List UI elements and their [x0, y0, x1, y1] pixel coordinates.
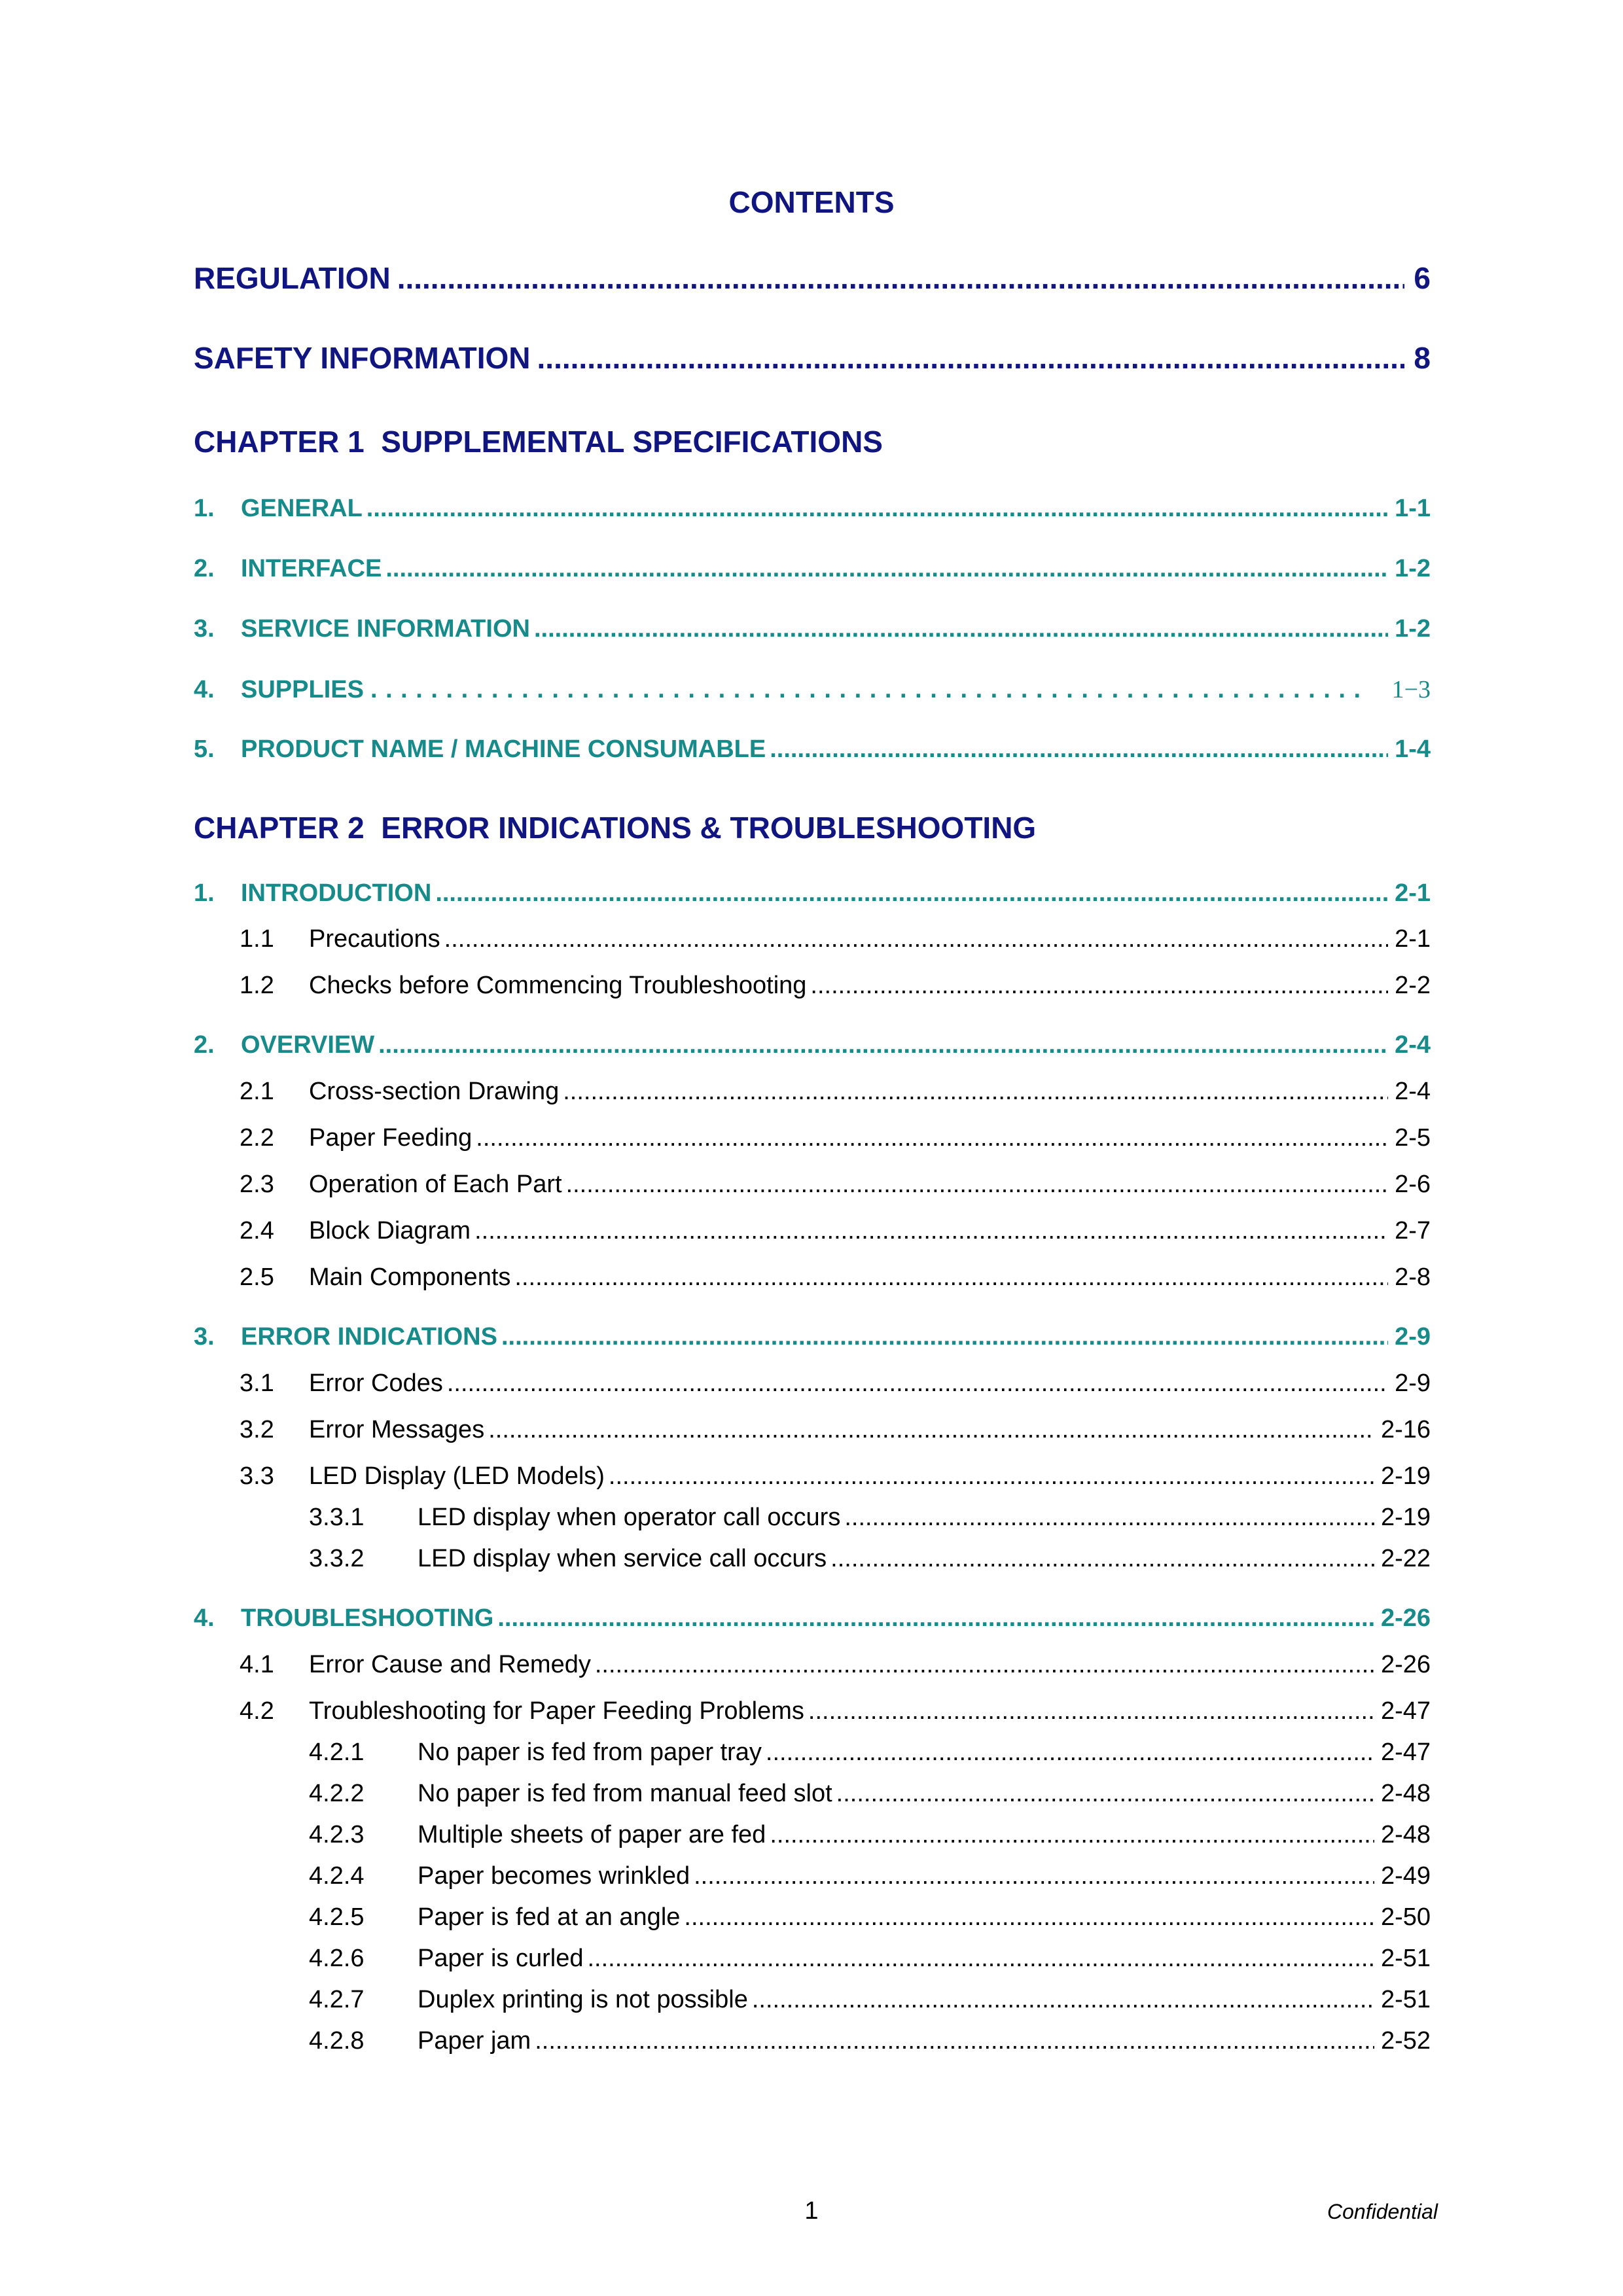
leader-dots: [752, 1986, 1374, 2014]
entry-page: 2-47: [1380, 1697, 1431, 1725]
leader-dots: [370, 676, 1366, 704]
entry-number: 2.2: [240, 1124, 274, 1152]
leader-dots: [378, 1031, 1388, 1059]
entry-label: LED display when operator call occurs: [418, 1504, 841, 1531]
entry-number: 4.1: [240, 1651, 274, 1678]
entry-page: 1-1: [1395, 495, 1431, 522]
entry-number: 1.2: [240, 972, 274, 999]
entry-page: 2-48: [1380, 1821, 1431, 1848]
toc-entry-supplies[interactable]: [194, 675, 1431, 712]
chapter-2-heading[interactable]: CHAPTER 2 ERROR INDICATIONS & TROUBLESHOOTING: [194, 811, 1037, 845]
entry-label: Error Codes: [309, 1369, 443, 1397]
entry-page: 2-8: [1395, 1263, 1431, 1291]
entry-number: 3.: [194, 1323, 215, 1351]
entry-number: 4.2.1: [309, 1739, 365, 1766]
leader-dots: [844, 1504, 1374, 1532]
entry-label: Operation of Each Part: [309, 1171, 562, 1198]
entry-number: 3.3: [240, 1462, 274, 1490]
toc-entry-block-diagram[interactable]: [240, 1217, 1431, 1254]
entry-label: No paper is fed from paper tray: [418, 1739, 762, 1766]
entry-label: Main Components: [309, 1263, 511, 1291]
toc-entry-precautions[interactable]: [240, 925, 1431, 962]
toc-entry-led-display[interactable]: [240, 1462, 1431, 1499]
entry-page: 2-4: [1395, 1078, 1431, 1105]
toc-entry-no-paper-manual[interactable]: [309, 1780, 1431, 1816]
toc-entry-paper-feeding[interactable]: [240, 1124, 1431, 1161]
entry-page: 8: [1414, 341, 1431, 375]
entry-page: 2-7: [1395, 1217, 1431, 1245]
entry-number: 4.2.8: [309, 2027, 365, 2055]
entry-label: Cross-section Drawing: [309, 1078, 560, 1105]
entry-page: 2-22: [1380, 1545, 1431, 1572]
entry-label: No paper is fed from manual feed slot: [418, 1780, 832, 1807]
entry-label: Checks before Commencing Troubleshooting: [309, 972, 807, 999]
leader-dots: [447, 1369, 1388, 1398]
entry-page: 2-16: [1380, 1416, 1431, 1443]
leader-dots: [766, 1739, 1374, 1767]
entry-number: 2.3: [240, 1171, 274, 1198]
toc-entry-error-codes[interactable]: [240, 1369, 1431, 1406]
leader-dots: [595, 1651, 1374, 1679]
entry-page: 2-1: [1395, 879, 1431, 907]
leader-dots: [534, 615, 1388, 643]
entry-number: 1.1: [240, 925, 274, 953]
entry-number: 3.: [194, 615, 215, 643]
toc-entry-led-service-call[interactable]: [309, 1545, 1431, 1581]
leader-dots: [810, 972, 1388, 1000]
entry-label: Paper jam: [418, 2027, 531, 2055]
toc-entry-introduction[interactable]: [194, 879, 1431, 916]
entry-label: REGULATION: [194, 261, 391, 295]
entry-page: 1-2: [1395, 615, 1431, 643]
entry-number: 2.: [194, 1031, 215, 1059]
entry-page: 6: [1414, 261, 1431, 295]
entry-number: 2.: [194, 555, 215, 582]
entry-label: SAFETY INFORMATION: [194, 341, 531, 375]
entry-page: 2-9: [1395, 1369, 1431, 1397]
leader-dots: [397, 260, 1405, 296]
entry-label: SUPPLIES: [241, 676, 364, 703]
leader-dots: [435, 879, 1388, 908]
leader-dots: [836, 1780, 1374, 1808]
toc-entry-no-paper-tray[interactable]: [309, 1739, 1431, 1775]
entry-label: Troubleshooting for Paper Feeding Problems: [309, 1697, 804, 1725]
toc-entry-error-indications[interactable]: [194, 1323, 1431, 1360]
entry-number: 4.: [194, 676, 215, 703]
toc-entry-duplex[interactable]: [309, 1986, 1431, 2022]
toc-entry-multiple-sheets[interactable]: [309, 1821, 1431, 1858]
entry-page: 2-50: [1380, 1903, 1431, 1931]
toc-entry-cross-section[interactable]: [240, 1078, 1431, 1114]
entry-page: 2-4: [1395, 1031, 1431, 1059]
leader-dots: [537, 340, 1405, 376]
entry-page: 2-19: [1380, 1504, 1431, 1531]
leader-dots: [770, 735, 1388, 764]
entry-page: 1-4: [1395, 735, 1431, 763]
entry-label: INTRODUCTION: [241, 879, 432, 907]
entry-number: 2.1: [240, 1078, 274, 1105]
entry-label: LED Display (LED Models): [309, 1462, 605, 1490]
leader-dots: [476, 1124, 1388, 1152]
entry-label: GENERAL: [241, 495, 363, 522]
toc-entry-main-components[interactable]: [240, 1263, 1431, 1300]
toc-entry-service-information[interactable]: [194, 615, 1431, 652]
toc-entry-paper-feeding-problems[interactable]: [240, 1697, 1431, 1734]
toc-entry-regulation[interactable]: [194, 260, 1431, 297]
leader-dots: [444, 925, 1388, 953]
entry-label: Error Messages: [309, 1416, 485, 1443]
toc-entry-led-operator-call[interactable]: [309, 1504, 1431, 1540]
leader-dots: [830, 1545, 1374, 1573]
leader-dots: [488, 1416, 1374, 1444]
entry-label: ERROR INDICATIONS: [241, 1323, 497, 1351]
entry-number: 4.2.6: [309, 1945, 365, 1972]
entry-number: 5.: [194, 735, 215, 763]
entry-page: 2-6: [1395, 1171, 1431, 1198]
toc-entry-error-messages[interactable]: [240, 1416, 1431, 1453]
leader-dots: [566, 1171, 1389, 1199]
entry-number: 2.5: [240, 1263, 274, 1291]
entry-page: 1−3: [1391, 676, 1431, 703]
entry-page: 2-47: [1380, 1739, 1431, 1766]
toc-entry-checks[interactable]: [240, 972, 1431, 1008]
entry-number: 3.2: [240, 1416, 274, 1443]
entry-page: 2-48: [1380, 1780, 1431, 1807]
page-number: 1: [804, 2197, 819, 2225]
leader-dots: [474, 1217, 1388, 1245]
entry-number: 4.2.3: [309, 1821, 365, 1848]
page-title: CONTENTS: [728, 185, 895, 219]
leader-dots: [497, 1604, 1374, 1633]
toc-entry-product-name[interactable]: [194, 735, 1431, 772]
leader-dots: [514, 1263, 1388, 1292]
entry-number: 4.2.7: [309, 1986, 365, 2013]
toc-entry-paper-jam[interactable]: [309, 2027, 1431, 2064]
entry-label: LED display when service call occurs: [418, 1545, 827, 1572]
entry-number: 4.2: [240, 1697, 274, 1725]
entry-label: Duplex printing is not possible: [418, 1986, 748, 2013]
entry-label: Paper is fed at an angle: [418, 1903, 681, 1931]
entry-page: 2-5: [1395, 1124, 1431, 1152]
leader-dots: [587, 1945, 1374, 1973]
entry-page: 2-51: [1380, 1986, 1431, 2013]
entry-page: 1-2: [1395, 555, 1431, 582]
toc-entry-error-cause[interactable]: [240, 1651, 1431, 1687]
entry-label: Paper becomes wrinkled: [418, 1862, 690, 1890]
toc-entry-operation[interactable]: [240, 1171, 1431, 1207]
entry-number: 3.3.1: [309, 1504, 365, 1531]
leader-dots: [563, 1078, 1388, 1106]
leader-dots: [770, 1821, 1374, 1849]
chapter-1-heading[interactable]: CHAPTER 1 SUPPLEMENTAL SPECIFICATIONS: [194, 425, 883, 459]
leader-dots: [501, 1323, 1388, 1351]
entry-number: 1.: [194, 879, 215, 907]
entry-label: OVERVIEW: [241, 1031, 375, 1059]
entry-page: 2-49: [1380, 1862, 1431, 1890]
entry-label: TROUBLESHOOTING: [241, 1604, 494, 1632]
confidential-label: Confidential: [1327, 2200, 1438, 2223]
entry-label: Block Diagram: [309, 1217, 471, 1245]
toc-entry-general[interactable]: [194, 495, 1431, 531]
entry-label: INTERFACE: [241, 555, 382, 582]
entry-number: 2.4: [240, 1217, 274, 1245]
entry-page: 2-52: [1380, 2027, 1431, 2055]
entry-label: Paper is curled: [418, 1945, 584, 1972]
entry-number: 1.: [194, 495, 215, 522]
entry-number: 4.2.4: [309, 1862, 365, 1890]
toc-entry-interface[interactable]: [194, 555, 1431, 592]
entry-label: Error Cause and Remedy: [309, 1651, 591, 1678]
toc-entry-paper-curled[interactable]: [309, 1945, 1431, 1981]
entry-page: 2-51: [1380, 1945, 1431, 1972]
entry-number: 4.2.2: [309, 1780, 365, 1807]
toc-entry-troubleshooting[interactable]: [194, 1604, 1431, 1641]
entry-number: 4.2.5: [309, 1903, 365, 1931]
leader-dots: [684, 1903, 1374, 1932]
entry-number: 3.1: [240, 1369, 274, 1397]
toc-entry-overview[interactable]: [194, 1031, 1431, 1068]
entry-page: 2-2: [1395, 972, 1431, 999]
leader-dots: [694, 1862, 1374, 1890]
entry-number: 4.: [194, 1604, 215, 1632]
toc-entry-paper-wrinkled[interactable]: [309, 1862, 1431, 1899]
entry-page: 2-19: [1380, 1462, 1431, 1490]
entry-page: 2-26: [1380, 1604, 1431, 1632]
leader-dots: [366, 495, 1388, 523]
leader-dots: [808, 1697, 1374, 1725]
entry-page: 2-9: [1395, 1323, 1431, 1351]
toc-entry-safety-information[interactable]: [194, 340, 1431, 377]
entry-label: Multiple sheets of paper are fed: [418, 1821, 766, 1848]
entry-label: PRODUCT NAME / MACHINE CONSUMABLE: [241, 735, 766, 763]
entry-label: Precautions: [309, 925, 440, 953]
entry-label: SERVICE INFORMATION: [241, 615, 530, 643]
entry-number: 3.3.2: [309, 1545, 365, 1572]
entry-page: 2-26: [1380, 1651, 1431, 1678]
leader-dots: [609, 1462, 1374, 1491]
entry-page: 2-1: [1395, 925, 1431, 953]
entry-label: Paper Feeding: [309, 1124, 473, 1152]
leader-dots: [535, 2027, 1374, 2055]
leader-dots: [385, 555, 1388, 583]
toc-entry-paper-angle[interactable]: [309, 1903, 1431, 1940]
